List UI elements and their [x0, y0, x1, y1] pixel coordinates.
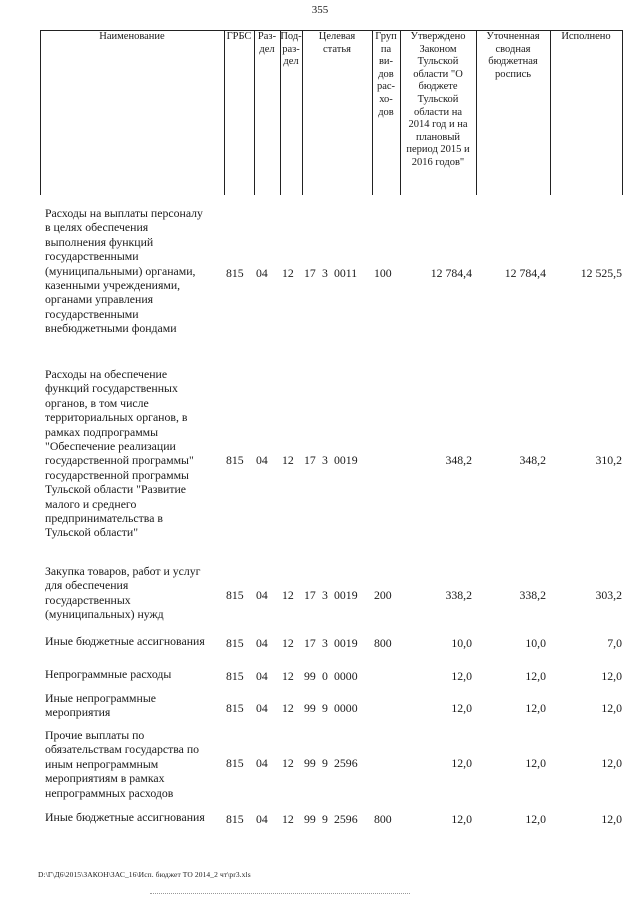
header-razdel: Раз- дел: [257, 31, 277, 55]
cell-approved: 348,2: [445, 453, 472, 467]
cell-cs1: 17: [304, 266, 316, 280]
cell-cs3: 0011: [334, 266, 358, 280]
header-executed: Исполнено: [561, 31, 611, 42]
cell-approved: 338,2: [445, 588, 472, 602]
row-name: Расходы на обеспечение функций государственных органов, в том числе территориальных органов, в рамках подпрограммы "Обеспечение реализации государственной программы" государственной программы Тульской области "Развитие малого и среднего предпринимательства в Тульской области": [45, 367, 194, 540]
cell-refined: 348,2: [519, 453, 546, 467]
cell-cs2: 3: [322, 266, 328, 280]
cell-refined: 12,0: [525, 701, 546, 715]
cell-executed: 303,2: [595, 588, 622, 602]
cell-cs2: 3: [322, 453, 328, 467]
cell-approved: 12,0: [451, 701, 472, 715]
cell-executed: 12,0: [601, 669, 622, 683]
cell-cs2: 0: [322, 669, 328, 683]
row-name: Иные бюджетные ассигнования: [45, 810, 205, 824]
cell-approved: 12,0: [451, 756, 472, 770]
cell-grbs: 815: [226, 756, 244, 770]
cell-grbs: 815: [226, 701, 244, 715]
cell-refined: 338,2: [519, 588, 546, 602]
cell-cs1: 17: [304, 453, 316, 467]
row-name: Закупка товаров, работ и услуг для обеспечения государственных (муниципальных) нужд: [45, 564, 201, 622]
cell-refined: 12,0: [525, 812, 546, 826]
cell-grbs: 815: [226, 588, 244, 602]
cell-executed: 7,0: [607, 636, 622, 650]
cell-approved: 12,0: [451, 812, 472, 826]
cell-cs1: 99: [304, 756, 316, 770]
cell-vr: 800: [374, 636, 392, 650]
cell-pr: 12: [282, 636, 294, 650]
col-divider: [622, 30, 623, 195]
header-grbs: ГРБС: [226, 31, 252, 42]
cell-executed: 12,0: [601, 701, 622, 715]
cell-pr: 12: [282, 756, 294, 770]
cell-refined: 12 784,4: [504, 266, 546, 280]
cell-rz: 04: [256, 669, 268, 683]
cell-cs1: 17: [304, 636, 316, 650]
cell-pr: 12: [282, 266, 294, 280]
cell-pr: 12: [282, 701, 294, 715]
cell-pr: 12: [282, 812, 294, 826]
cell-grbs: 815: [226, 266, 244, 280]
cell-cs3: 0019: [334, 453, 358, 467]
page-number: 355: [311, 4, 329, 16]
cell-vr: 800: [374, 812, 392, 826]
cell-cs1: 99: [304, 812, 316, 826]
cell-executed: 12 525,5: [580, 266, 622, 280]
col-divider: [224, 30, 225, 195]
cell-cs2: 3: [322, 588, 328, 602]
cell-cs2: 9: [322, 812, 328, 826]
header-podrazdel: Под- раз- дел: [280, 31, 302, 68]
cell-refined: 12,0: [525, 756, 546, 770]
cell-cs1: 99: [304, 669, 316, 683]
cell-vr: 200: [374, 588, 392, 602]
cell-pr: 12: [282, 669, 294, 683]
row-name: Расходы на выплаты персоналу в целях обеспечения выполнения функций государственными (муниципальными) органами, казенными учреждениями, органами управления государственными внебюджетными фондами: [45, 206, 203, 336]
cell-executed: 12,0: [601, 756, 622, 770]
cell-cs2: 9: [322, 756, 328, 770]
header-target: Целевая статья: [318, 31, 356, 55]
cell-grbs: 815: [226, 453, 244, 467]
cell-approved: 12,0: [451, 669, 472, 683]
cell-cs2: 9: [322, 701, 328, 715]
cell-refined: 12,0: [525, 669, 546, 683]
cell-cs2: 3: [322, 636, 328, 650]
header-vid: Груп па ви- дов рас- хо- дов: [375, 31, 397, 118]
cell-pr: 12: [282, 453, 294, 467]
cell-rz: 04: [256, 636, 268, 650]
cell-cs3: 2596: [334, 756, 358, 770]
cell-cs3: 0000: [334, 669, 358, 683]
row-name: Иные непрограммные мероприятия: [45, 691, 156, 720]
row-name: Непрограммные расходы: [45, 667, 172, 681]
cell-cs3: 0019: [334, 588, 358, 602]
cell-grbs: 815: [226, 812, 244, 826]
cell-approved: 12 784,4: [430, 266, 472, 280]
cell-rz: 04: [256, 812, 268, 826]
file-path-footer: D:\Г\Д6\2015\ЗАКОН\ЗАС_16\Исп. бюджет ТО 2014_2 чт\pr3.xls: [38, 870, 251, 879]
col-divider: [40, 30, 41, 195]
bottom-divider: [150, 893, 410, 894]
header-approved: Утверждено Законом Тульской области "О бюджете Тульской области на 2014 год и на плановый период 2015 и 2016 годов": [406, 31, 470, 168]
cell-rz: 04: [256, 453, 268, 467]
header-name: Наименование: [99, 31, 165, 42]
row-name: Прочие выплаты по обязательствам государства по иным непрограммным мероприятиям в рамках непрограммных расходов: [45, 728, 200, 800]
cell-executed: 12,0: [601, 812, 622, 826]
cell-cs3: 0019: [334, 636, 358, 650]
cell-rz: 04: [256, 588, 268, 602]
cell-cs3: 2596: [334, 812, 358, 826]
cell-rz: 04: [256, 756, 268, 770]
cell-pr: 12: [282, 588, 294, 602]
cell-refined: 10,0: [525, 636, 546, 650]
row-name: Иные бюджетные ассигнования: [45, 634, 205, 648]
cell-approved: 10,0: [451, 636, 472, 650]
cell-cs1: 17: [304, 588, 316, 602]
cell-cs1: 99: [304, 701, 316, 715]
cell-executed: 310,2: [595, 453, 622, 467]
col-divider: [550, 30, 551, 195]
cell-vr: 100: [374, 266, 392, 280]
cell-rz: 04: [256, 701, 268, 715]
header-refined: Уточненная сводная бюджетная роспись: [486, 31, 540, 80]
cell-rz: 04: [256, 266, 268, 280]
cell-cs3: 0000: [334, 701, 358, 715]
cell-grbs: 815: [226, 669, 244, 683]
cell-grbs: 815: [226, 636, 244, 650]
